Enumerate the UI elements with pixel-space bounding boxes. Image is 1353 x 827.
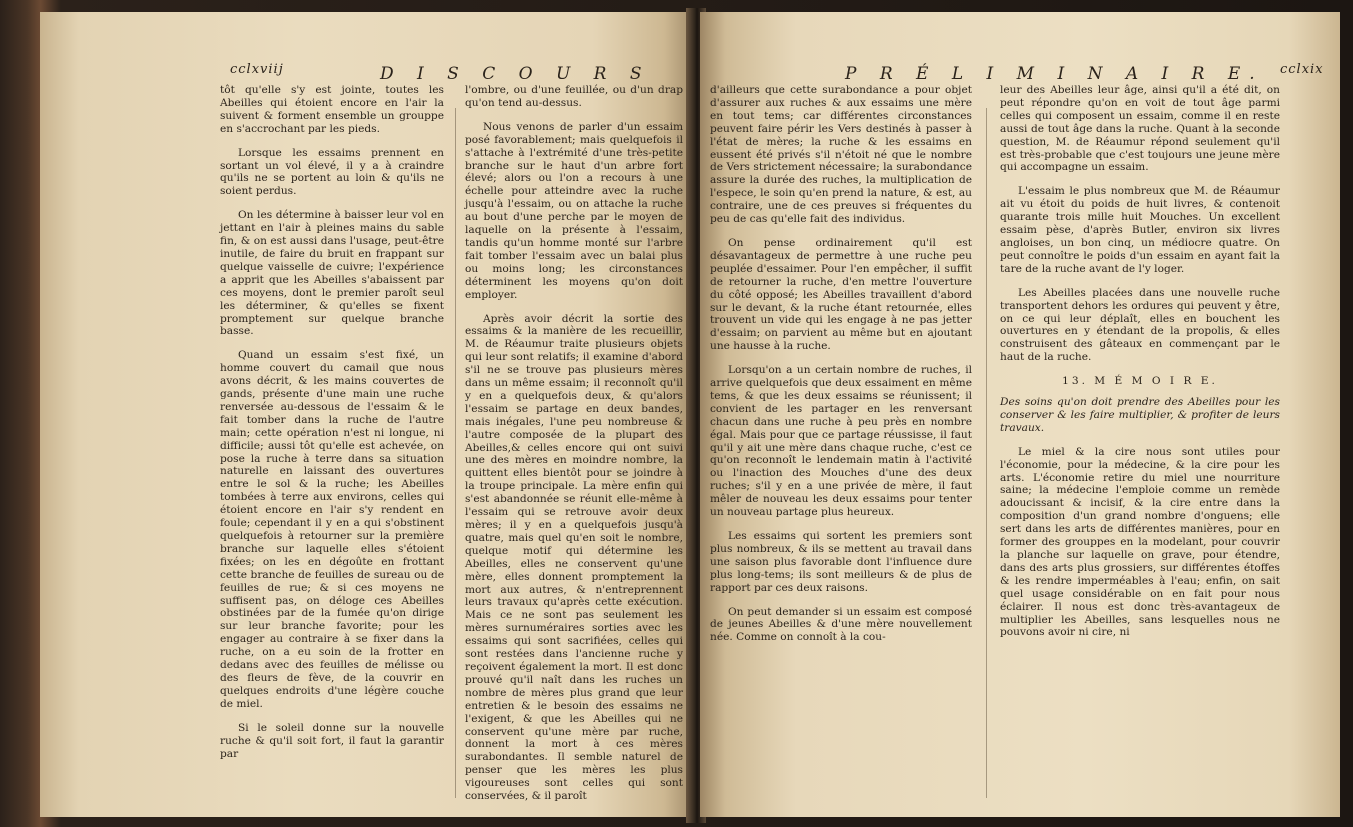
paragraph: Nous venons de parler d'un essaim posé favorablement; mais quelquefois il s'attache à l'extrémité d'une très-petite branche sur le haut d'un arbre fort élevé; alors ou l'on a recours à une échelle pour atteindre avec la ruche jusqu'à l'essaim, ou on attache la ruche au bout d'une perche par le moyen de laquelle on la présente à l'essaim, tandis qu'un homme monté sur l'arbre fait tomber l'essaim avec un balai plus ou moins long; les circonstances déterminent les moyens qu'on doit employer.: [465, 120, 683, 301]
left-column-1: [220, 84, 444, 771]
paragraph: leur des Abeilles leur âge, ainsi qu'il a été dit, on peut répondre qu'on en voit de tout âge parmi celles qui composent un essaim, comme il en reste aussi de tout âge dans la ruche. Quant à la seconde question, M. de Réaumur répond seulement qu'il est très-probable que c'est toujours une jeune mère qui accompagne un essaim.: [1000, 84, 1280, 174]
memoire-title: Des soins qu'on doit prendre des Abeilles pour les conserver & les faire multiplier, & profiter de leurs travaux.: [1000, 396, 1280, 434]
page-number-right: cclxix: [1280, 62, 1324, 77]
paragraph: Les Abeilles placées dans une nouvelle ruche transportent dehors les ordures qui peuvent y être, on ce qui leur déplaît, elles en bouchent les ouvertures en y étendant de la propolis, & elles construisent des gâteaux en commençant par le haut de la ruche.: [1000, 286, 1280, 364]
paragraph: Lorsque les essaims prennent en sortant un vol élevé, il y a à craindre qu'ils ne se portent au loin & qu'ils ne soient perdus.: [220, 146, 444, 198]
paragraph: L'essaim le plus nombreux que M. de Réaumur ait vu étoit du poids de huit livres, & contenoit quarante trois mille huit Mouches. Un excellent essaim pèse, d'après Butler, environ six livres angloises, un bon cinq, un médiocre quatre. On peut connoître le poids d'un essaim en ayant fait la tare de la ruche avant de l'y loger.: [1000, 185, 1280, 275]
running-head-right: P R É L I M I N A I R E.: [845, 64, 1264, 84]
column-rule-left: [455, 108, 456, 798]
paragraph: On peut demander si un essaim est composé de jeunes Abeilles & d'une mère nouvellement née. Comme on connoît à la cou-: [710, 605, 972, 644]
paragraph: l'ombre, ou d'une feuillée, ou d'un drap qu'on tend au-dessus.: [465, 84, 683, 109]
running-head-left: D I S C O U R S: [380, 64, 651, 84]
left-page: [40, 12, 690, 817]
right-column-2: [1000, 84, 1280, 650]
paragraph: tôt qu'elle s'y est jointe, toutes les Abeilles qui étoient encore en l'air la suivent & forment ensemble un grouppe en s'accrochant par les pieds.: [220, 84, 444, 135]
paragraph: d'ailleurs que cette surabondance a pour objet d'assurer aux ruches & aux essaims une mère en tout tems; car différentes circonstances peuvent faire périr les Vers destinés à passer à l'état de mères; la ruche & les essaims en eussent été privés s'il n'étoit né que le nombre de Vers strictement nécessaire; la surabondance assure la durée des ruches, la multiplication de l'espece, le soin qu'en prend la nature, & est, au contraire, une de ces preuves si fréquentes du peu de cas qu'elle fait des individus.: [710, 84, 972, 226]
page-number-left: cclxviij: [230, 62, 284, 77]
right-page: [700, 12, 1340, 817]
paragraph: Le miel & la cire nous sont utiles pour l'économie, pour la médecine, & la cire pour les arts. L'économie retire du miel une nourriture saine; la médecine l'emploie comme un remède adoucissant & incisif, & la cire entre dans la composition d'un grand nombre d'onguens; elle sert dans les arts de différentes manières, pour en former des grouppes en la modelant, pour couvrir la planche sur laquelle on grave, pour étendre, dans des arts plus grossiers, sur différentes étoffes & les rendre imperméables à l'eau; enfin, on sait quel usage considérable on en fait pour nous éclairer. Il nous est donc très-avantageux de multiplier les Abeilles, sans lesquelles nous ne pouvons avoir ni cire, ni: [1000, 445, 1280, 639]
memoire-heading: 13. M É M O I R E.: [1062, 375, 1218, 388]
right-column-1: [710, 84, 972, 655]
paragraph: Les essaims qui sortent les premiers sont plus nombreux, & ils se mettent au travail dans une saison plus favorable dont l'influence dure plus long-tems; ils sont meilleurs & de plus de rapport par ces deux raisons.: [710, 530, 972, 594]
column-rule-right: [986, 108, 987, 798]
paragraph: Lorsqu'on a un certain nombre de ruches, il arrive quelquefois que deux essaiment en même tems, & que les deux essaims se réunissent; il convient de les partager en les renversant chacun dans une ruche à peu près en nombre égal. Mais pour que ce partage réussisse, il faut qu'il y ait une mère dans chaque ruche, c'est ce qu'on reconnoît le lendemain matin à l'activité ou l'inaction des Mouches d'une des deux ruches; s'il y en a une privée de mère, il faut mêler de nouveau les deux essaims pour tenter un nouveau partage plus heureux.: [710, 364, 972, 519]
paragraph: Si le soleil donne sur la nouvelle ruche & qu'il soit fort, il faut la garantir par: [220, 721, 444, 760]
paragraph: Après avoir décrit la sortie des essaims & la manière de les recueillir, M. de Réaumur traite plusieurs objets qui leur sont relatifs; il examine d'abord s'il ne se trouve pas plusieurs mères dans un même essaim; il reconnoît qu'il y en a quelquefois deux, & qu'alors l'essaim se partage en deux bandes, mais inégales, l'une peu nombreuse & l'autre composée de la plupart des Abeilles,& celles encore qui ont suivi une des mères en moindre nombre, la quittent elles bientôt pour se joindre à la troupe principale. La mère enfin qui s'est abandonnée se réunit elle-même à l'essaim qui se retrouve avoir deux mères; il y en a quelquefois jusqu'à quatre, mais quel qu'en soit le nombre, quelque motif qui détermine les Abeilles, elles ne conservent qu'une mère, elles donnent promptement la mort aux autres, & n'entreprennent leurs travaux qu'après cette exécution. Mais ce ne sont pas seulement les mères surnuméraires sorties avec les essaims qui sont sacrifiées, celles qui sont restées dans l'ancienne ruche y reçoivent également la mort. Il est donc prouvé qu'il naît dans les ruches un nombre de mères plus grand que leur entretien & le besoin des essaims ne l'exigent, & que les Abeilles qui ne conservent qu'une mère par ruche, donnent la mort à ces mères surabondantes. Il semble naturel de penser que les mères les plus vigoureuses sont celles qui sont conservées, & il paroît: [465, 312, 683, 803]
paragraph: On les détermine à baisser leur vol en jettant en l'air à pleines mains du sable fin, & on est aussi dans l'usage, peut-être inutile, de faire du bruit en frappant sur quelque vaisselle de cuivre; l'expérience a apprit que les Abeilles s'abaissent par ces moyens, dont le premier paroît seul les déterminer, & qu'elles se fixent promptement sur quelque branche basse.: [220, 209, 444, 338]
left-column-2: [465, 84, 683, 814]
paragraph: On pense ordinairement qu'il est désavantageux de permettre à une ruche peu peuplée d'essaimer. Pour l'en empêcher, il suffit de retourner la ruche, d'en mettre l'ouverture du côté opposé; les Abeilles travaillent d'abord sur le devant, & la ruche étant retournée, elles trouvent un vide qui les engage à ne pas jetter d'essaim; on parvient au même but en ajoutant une hausse à la ruche.: [710, 236, 972, 353]
paragraph: Quand un essaim s'est fixé, un homme couvert du camail que nous avons décrit, & les mains couvertes de gands, présente d'une main une ruche renversée au-dessous de l'essaim & le fait tomber dans la ruche de l'autre main; cette opération n'est ni longue, ni difficile; aussi tôt qu'elle est achevée, on pose la ruche à terre dans sa situation naturelle en laissant des ouvertures entre le sol & la ruche; les Abeilles tombées à terre aux environs, celles qui étoient encore en l'air s'y rendent en foule; cependant il y en a qui s'obstinent quelquefois à retourner sur la première branche sur laquelle elles s'étoient fixées; on les en dégoûte en frottant cette branche de feuilles de sureau ou de feuilles de rue; & si ces moyens ne suffisent pas, on déloge ces Abeilles obstinées par de la fumée qu'on dirige sur leur branche favorite; pour les engager au contraire à se fixer dans la ruche, on a eu soin de la frotter en dedans avec des feuilles de mélisse ou des fleurs de fève, de la couvrir en quelques endroits d'une légère couche de miel.: [220, 349, 444, 710]
